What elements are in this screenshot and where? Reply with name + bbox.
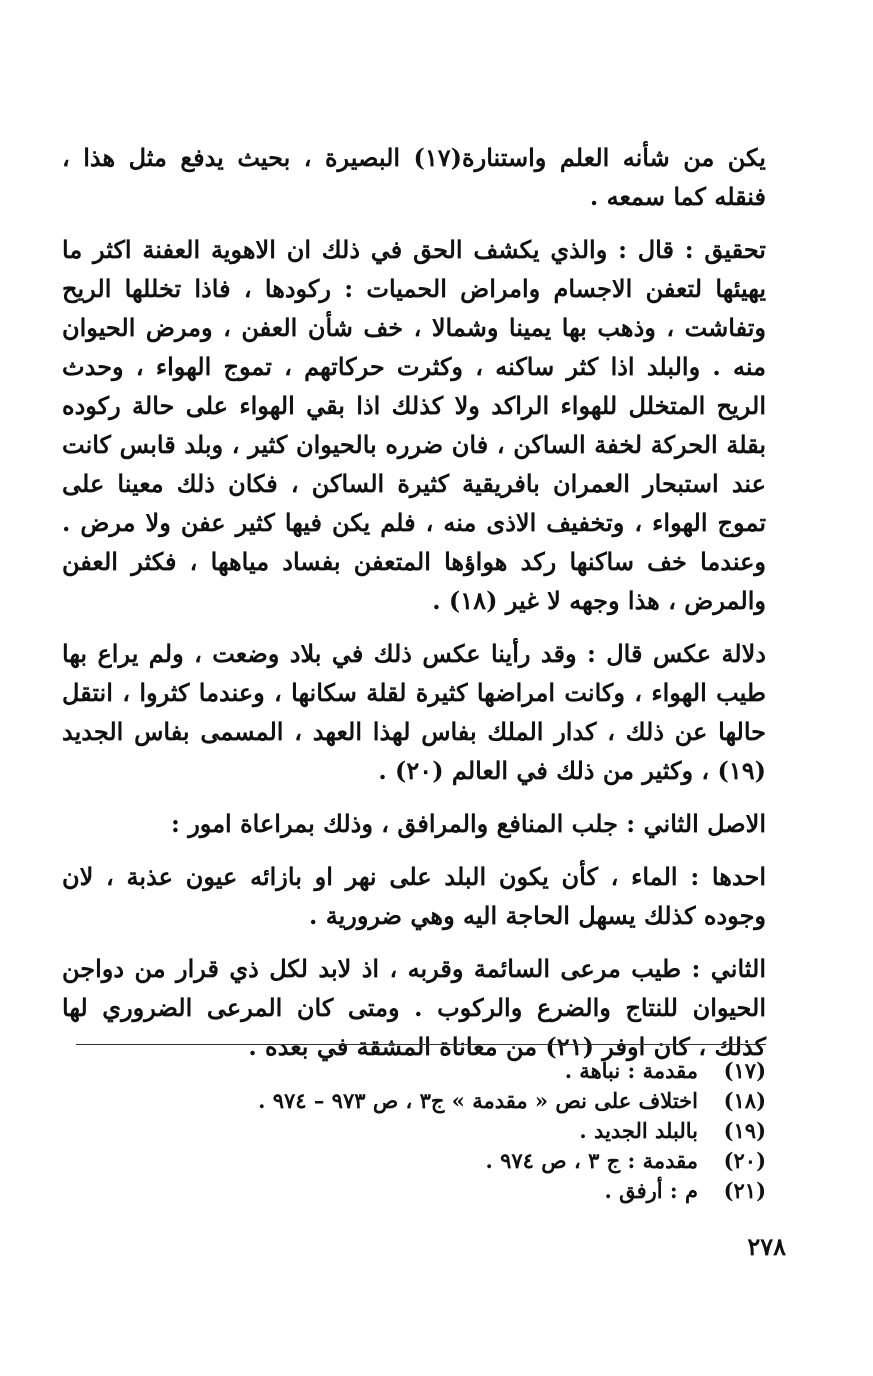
footnote-text: بالبلد الجديد .: [579, 1118, 698, 1143]
footnote-20: [76, 1146, 766, 1176]
paragraph-1: يكن من شأنه العلم واستنارة(١٧) البصيرة ، بحيث يدفع مثل هذا ، فنقله كما سمعه .: [62, 143, 766, 211]
paragraph-6: الثاني : طيب مرعى السائمة وقربه ، اذ لابد لكل ذي قرار من دواجن الحيوان للنتاج والضرع والركوب . ومتى كان المرعى الضروري لها كذلك ، كان اوفر (٢١) من معاناة المشقة في بعده .: [62, 954, 767, 1061]
footnote-number: (١٩): [723, 1118, 766, 1143]
footnote-text: م : أرفق .: [604, 1178, 698, 1203]
paragraph-2: تحقيق : قال : والذي يكشف الحق في ذلك ان الاهوية العفنة اكثر ما يهيئها لتعفن الاجسام وامراض الحميات : ركودها ، فاذا تخللها الريح وتفاشت ، وذهب بها يمينا وشمالا ، خف شأن العفن ، ومرض الحيوان منه . والبلد اذا كثر ساكنه ، وكثرت حركاتهم ، تموج الهواء ، وحدث الريح المتخلل للهواء الراكد ولا كذلك اذا بقي الهواء على حالة ركوده بقلة الحركة لخفة الساكن ، فان ضرره بالحيوان كثير ، وبلد قابس كانت عند استبحار العمران بافريقية كثيرة الساكن ، فكان ذلك معينا على تموج الهواء ، وتخفيف الاذى منه ، فلم يكن فيها كثير عفن ولا مرض . وعندما خف ساكنها ركد هواؤها المتعفن بفساد مياهها ، فكثر العفن والمرض ، هذا وجهه لا غير (١٨) .: [62, 235, 766, 615]
footnote-17: [76, 1056, 766, 1086]
footnote-separator: [76, 1044, 766, 1045]
footnote-text: مقدمة : نباهة .: [564, 1058, 698, 1083]
footnote-19: [76, 1116, 766, 1146]
page-number: ٢٧٨: [747, 1232, 786, 1261]
footnote-text: مقدمة : ج ٣ ، ص ٩٧٤ .: [485, 1148, 698, 1173]
paragraph-3: دلالة عكس قال : وقد رأينا عكس ذلك في بلاد وضعت ، ولم يراع بها طيب الهواء ، وكانت امراضها كثيرة لقلة سكانها ، وعندما كثروا ، انتقل حالها عن ذلك ، كدار الملك بفاس لهذا العهد ، المسمى بفاس الجديد (١٩) ، وكثير من ذلك في العالم (٢٠) .: [62, 639, 766, 785]
footnote-number: (٢٠): [723, 1148, 766, 1173]
footnote-21: [76, 1176, 766, 1206]
footnote-number: (١٨): [723, 1088, 766, 1113]
footnotes: [76, 1056, 766, 1206]
paragraph-5: احدها : الماء ، كأن يكون البلد على نهر او بازائه عيون عذبة ، لان وجوده كذلك يسهل الحاجة اليه وهي ضرورية .: [62, 862, 766, 930]
footnote-18: [76, 1086, 766, 1116]
footnote-number: (٢١): [723, 1178, 766, 1203]
footnote-number: (١٧): [723, 1058, 766, 1083]
footnote-text: اختلاف على نص « مقدمة » ج٣ ، ص ٩٧٣ – ٩٧٤ .: [258, 1088, 698, 1113]
main-text: [62, 138, 766, 1080]
paragraph-4: الاصل الثاني : جلب المنافع والمرافق ، وذلك بمراعاة امور :: [171, 809, 766, 838]
